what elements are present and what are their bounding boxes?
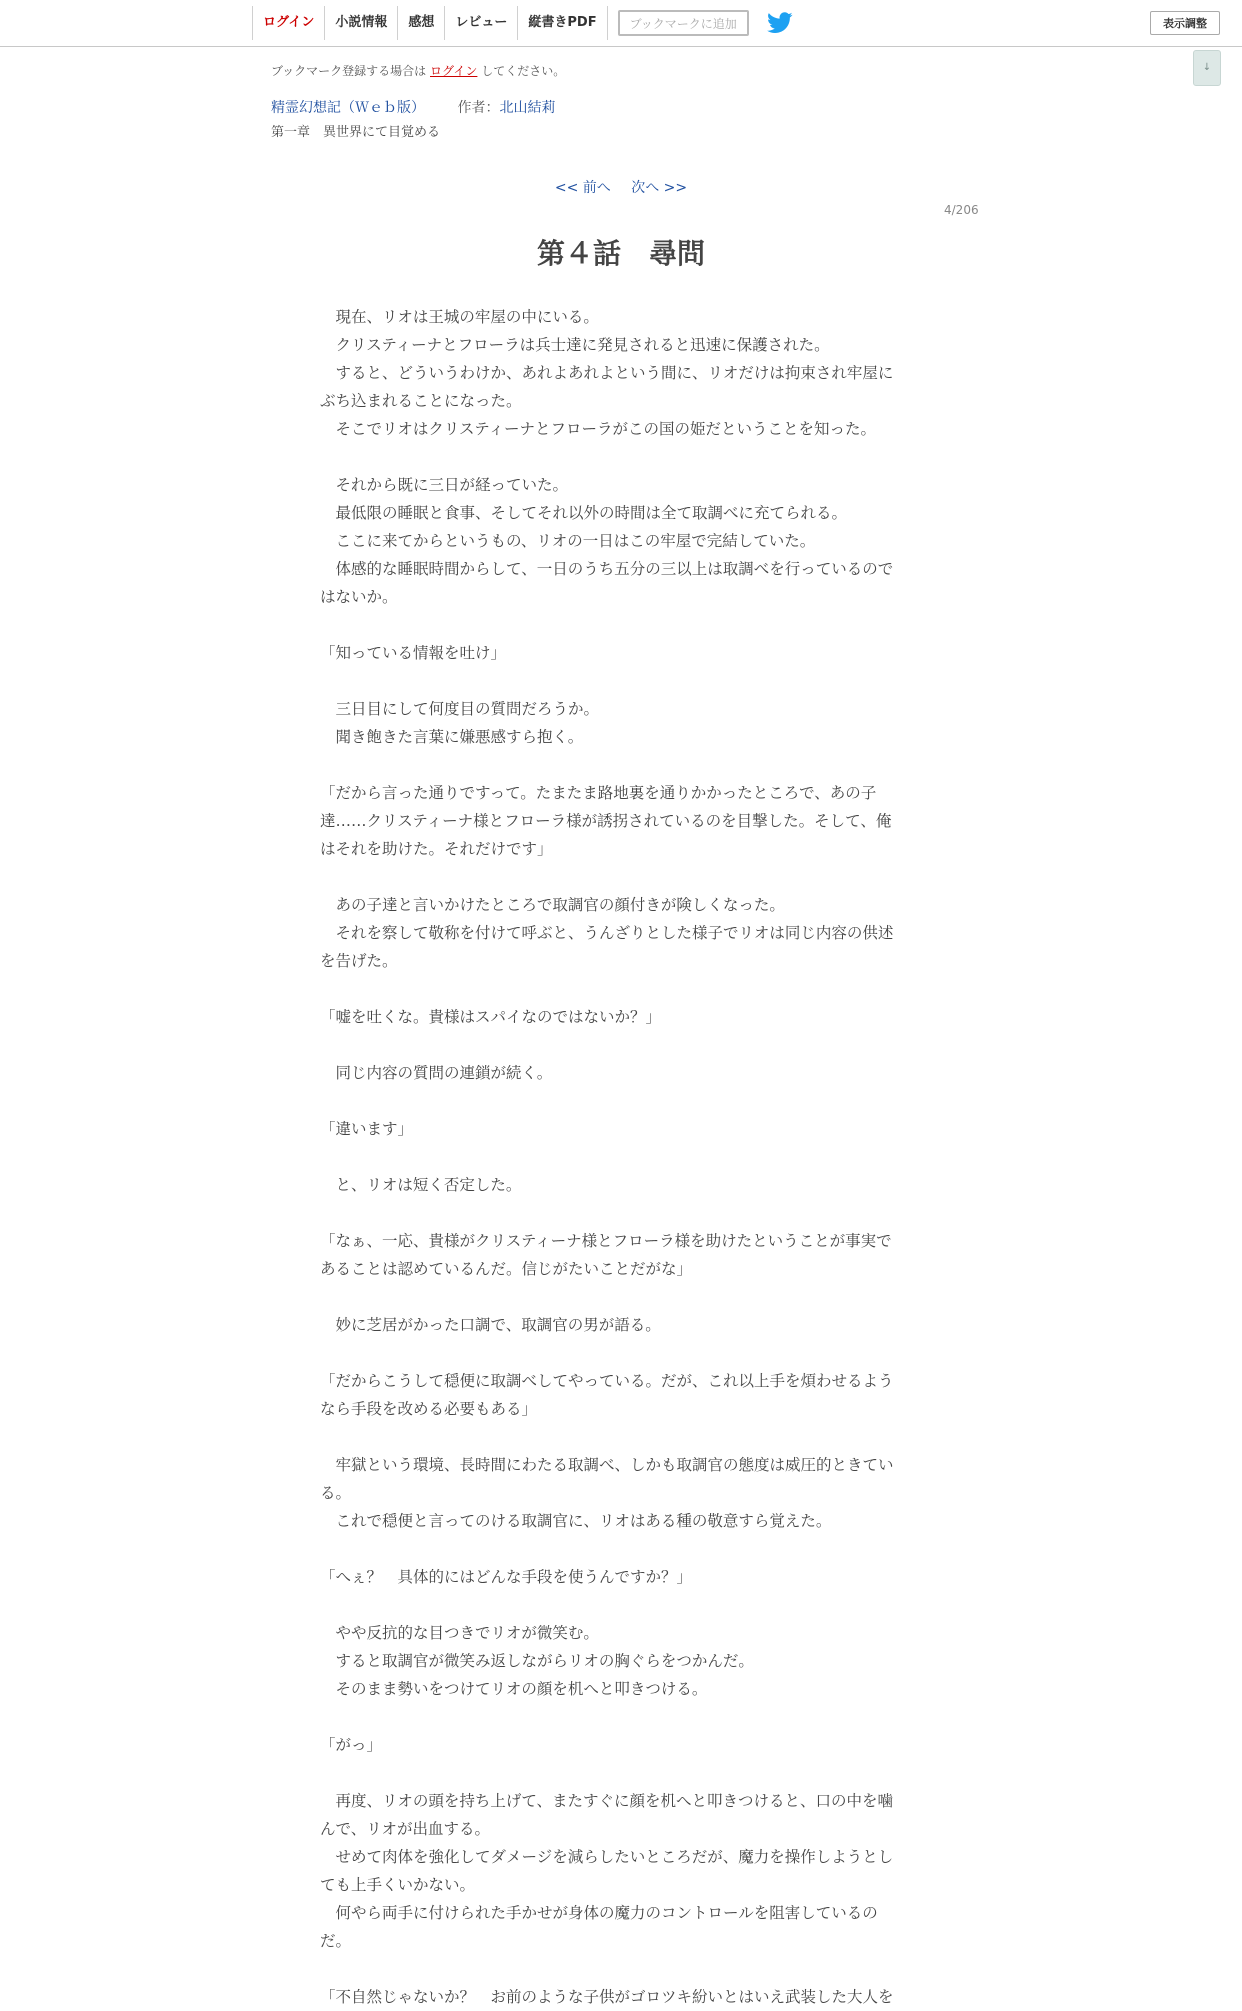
author-label: 作者：	[457, 100, 500, 116]
body-line	[320, 611, 920, 639]
prev-link[interactable]: << 前へ	[554, 180, 611, 196]
body-line: すると、どういうわけか、あれよあれよという間に、リオだけは拘束され牢屋に	[320, 364, 894, 382]
nav-vertical-pdf[interactable]: 縦書きPDF	[517, 6, 607, 40]
body-line	[320, 1031, 920, 1059]
novel-title-link[interactable]: 精霊幻想記（Ｗｅｂ版）	[271, 100, 425, 116]
notice-text-before: ブックマーク登録する場合は	[271, 64, 427, 78]
twitter-bird-icon[interactable]	[767, 12, 793, 34]
body-line: そこでリオはクリスティーナとフローラがこの国の姫だということを知った。	[320, 420, 876, 438]
novel-meta	[271, 97, 555, 117]
episode-counter: 4/206	[944, 203, 979, 217]
body-line: 同じ内容の質問の連鎖が続く。	[320, 1064, 553, 1082]
body-line: やや反抗的な目つきでリオが微笑む。	[320, 1624, 599, 1642]
body-line	[320, 1759, 920, 1787]
body-line: 「嘘を吐くな。貴様はスパイなのではないか？」	[320, 1008, 662, 1026]
body-line: 「だからこうして穏便に取調べしてやっている。だが、これ以上手を煩わせるよう	[320, 1372, 894, 1390]
body-line	[320, 1535, 920, 1563]
top-header	[0, 0, 1242, 47]
body-line	[320, 1955, 920, 1983]
body-line: なら手段を改める必要もある」	[320, 1400, 538, 1418]
body-line: 「へぇ？ 具体的にはどんな手段を使うんですか？」	[320, 1568, 693, 1586]
body-line: を告げた。	[320, 952, 398, 970]
body-line: 「だから言った通りですって。たまたま路地裏を通りかかったところで、あの子	[320, 784, 877, 802]
notice-text-after: してください。	[481, 64, 566, 78]
body-line: ここに来てからというもの、リオの一日はこの牢屋で完結していた。	[320, 532, 816, 550]
body-line: 「なぁ、一応、貴様がクリスティーナ様とフローラ様を助けたということが事実で	[320, 1232, 892, 1250]
body-line: る。	[320, 1484, 352, 1502]
body-line: 聞き飽きた言葉に嫌悪感すら抱く。	[320, 728, 584, 746]
body-line: 達……クリスティーナ様とフローラ様が誘拐されているのを目撃した。そして、俺	[320, 812, 892, 830]
body-line: ぶち込まれることになった。	[320, 392, 522, 410]
display-settings-button[interactable]: 表示調整	[1150, 11, 1220, 35]
body-line: はそれを助けた。それだけです」	[320, 840, 553, 858]
body-line: あの子達と言いかけたところで取調官の顔付きが険しくなった。	[320, 896, 785, 914]
body-line: 最低限の睡眠と食事、そしてそれ以外の時間は全て取調べに充てられる。	[320, 504, 848, 522]
nav-login[interactable]: ログイン	[252, 6, 324, 40]
notice-login-link[interactable]: ログイン	[430, 64, 478, 78]
body-line	[320, 1703, 920, 1731]
body-line: あることは認めているんだ。信じがたいことだがな」	[320, 1260, 693, 1278]
body-line: 「不自然じゃないか？ お前のような子供がゴロツキ紛いとはいえ武装した大人を	[320, 1988, 894, 2006]
body-line: 牢獄という環境、長時間にわたる取調べ、しかも取調官の態度は威圧的ときてい	[320, 1456, 894, 1474]
body-line	[320, 1591, 920, 1619]
nav-review[interactable]: レビュー	[444, 6, 517, 40]
pager	[0, 177, 1242, 197]
chapter-title: 第一章 異世界にて目覚める	[271, 125, 441, 140]
scroll-down-icon[interactable]: ↓	[1193, 50, 1221, 86]
body-line	[320, 1143, 920, 1171]
body-line	[320, 863, 920, 891]
body-line: ても上手くいかない。	[320, 1876, 476, 1894]
body-line	[320, 975, 920, 1003]
body-line: んで、リオが出血する。	[320, 1820, 491, 1838]
body-line: これで穏便と言ってのける取調官に、リオはある種の敬意すら覚えた。	[320, 1512, 832, 1530]
body-line: 再度、リオの頭を持ち上げて、またすぐに顔を机へと叩きつけると、口の中を噛	[320, 1792, 894, 1810]
episode-title: 第４話 尋問	[536, 237, 705, 270]
body-line: せめて肉体を強化してダメージを減らしたいところだが、魔力を操作しようとし	[320, 1848, 894, 1866]
body-line	[320, 1283, 920, 1311]
body-line	[320, 1339, 920, 1367]
body-line: 現在、リオは王城の牢屋の中にいる。	[320, 308, 599, 326]
body-line	[320, 443, 920, 471]
body-line: それを察して敬称を付けて呼ぶと、うんざりとした様子でリオは同じ内容の供述	[320, 924, 894, 942]
body-line: クリスティーナとフローラは兵士達に発見されると迅速に保護された。	[320, 336, 830, 354]
body-line: 「がっ」	[320, 1736, 383, 1754]
body-line	[320, 1423, 920, 1451]
bookmark-notice	[271, 62, 565, 79]
body-line: と、リオは短く否定した。	[320, 1176, 522, 1194]
body-line: だ。	[320, 1932, 352, 1950]
add-bookmark-button[interactable]: ブックマークに追加	[618, 10, 749, 36]
body-line: はないか。	[320, 588, 398, 606]
body-line: それから既に三日が経っていた。	[320, 476, 569, 494]
body-line	[320, 1087, 920, 1115]
header-nav	[252, 0, 793, 46]
body-line	[320, 667, 920, 695]
body-line: 何やら両手に付けられた手かせが身体の魔力のコントロールを阻害しているの	[320, 1904, 878, 1922]
body-line: すると取調官が微笑み返しながらリオの胸ぐらをつかんだ。	[320, 1652, 754, 1670]
body-line: 体感的な睡眠時間からして、一日のうち五分の三以上は取調べを行っているので	[320, 560, 894, 578]
body-line	[320, 751, 920, 779]
novel-body	[320, 303, 920, 2011]
next-link[interactable]: 次へ >>	[631, 180, 688, 196]
nav-impressions[interactable]: 感想	[397, 6, 444, 40]
body-line: 妙に芝居がかった口調で、取調官の男が語る。	[320, 1316, 661, 1334]
body-line: 「違います」	[320, 1120, 414, 1138]
body-line: そのまま勢いをつけてリオの顔を机へと叩きつける。	[320, 1680, 708, 1698]
body-line: 「知っている情報を吐け」	[320, 644, 507, 662]
nav-novel-info[interactable]: 小説情報	[324, 6, 397, 40]
body-line: 三日目にして何度目の質問だろうか。	[320, 700, 600, 718]
body-line	[320, 1199, 920, 1227]
author-link[interactable]: 北山結莉	[499, 100, 556, 116]
